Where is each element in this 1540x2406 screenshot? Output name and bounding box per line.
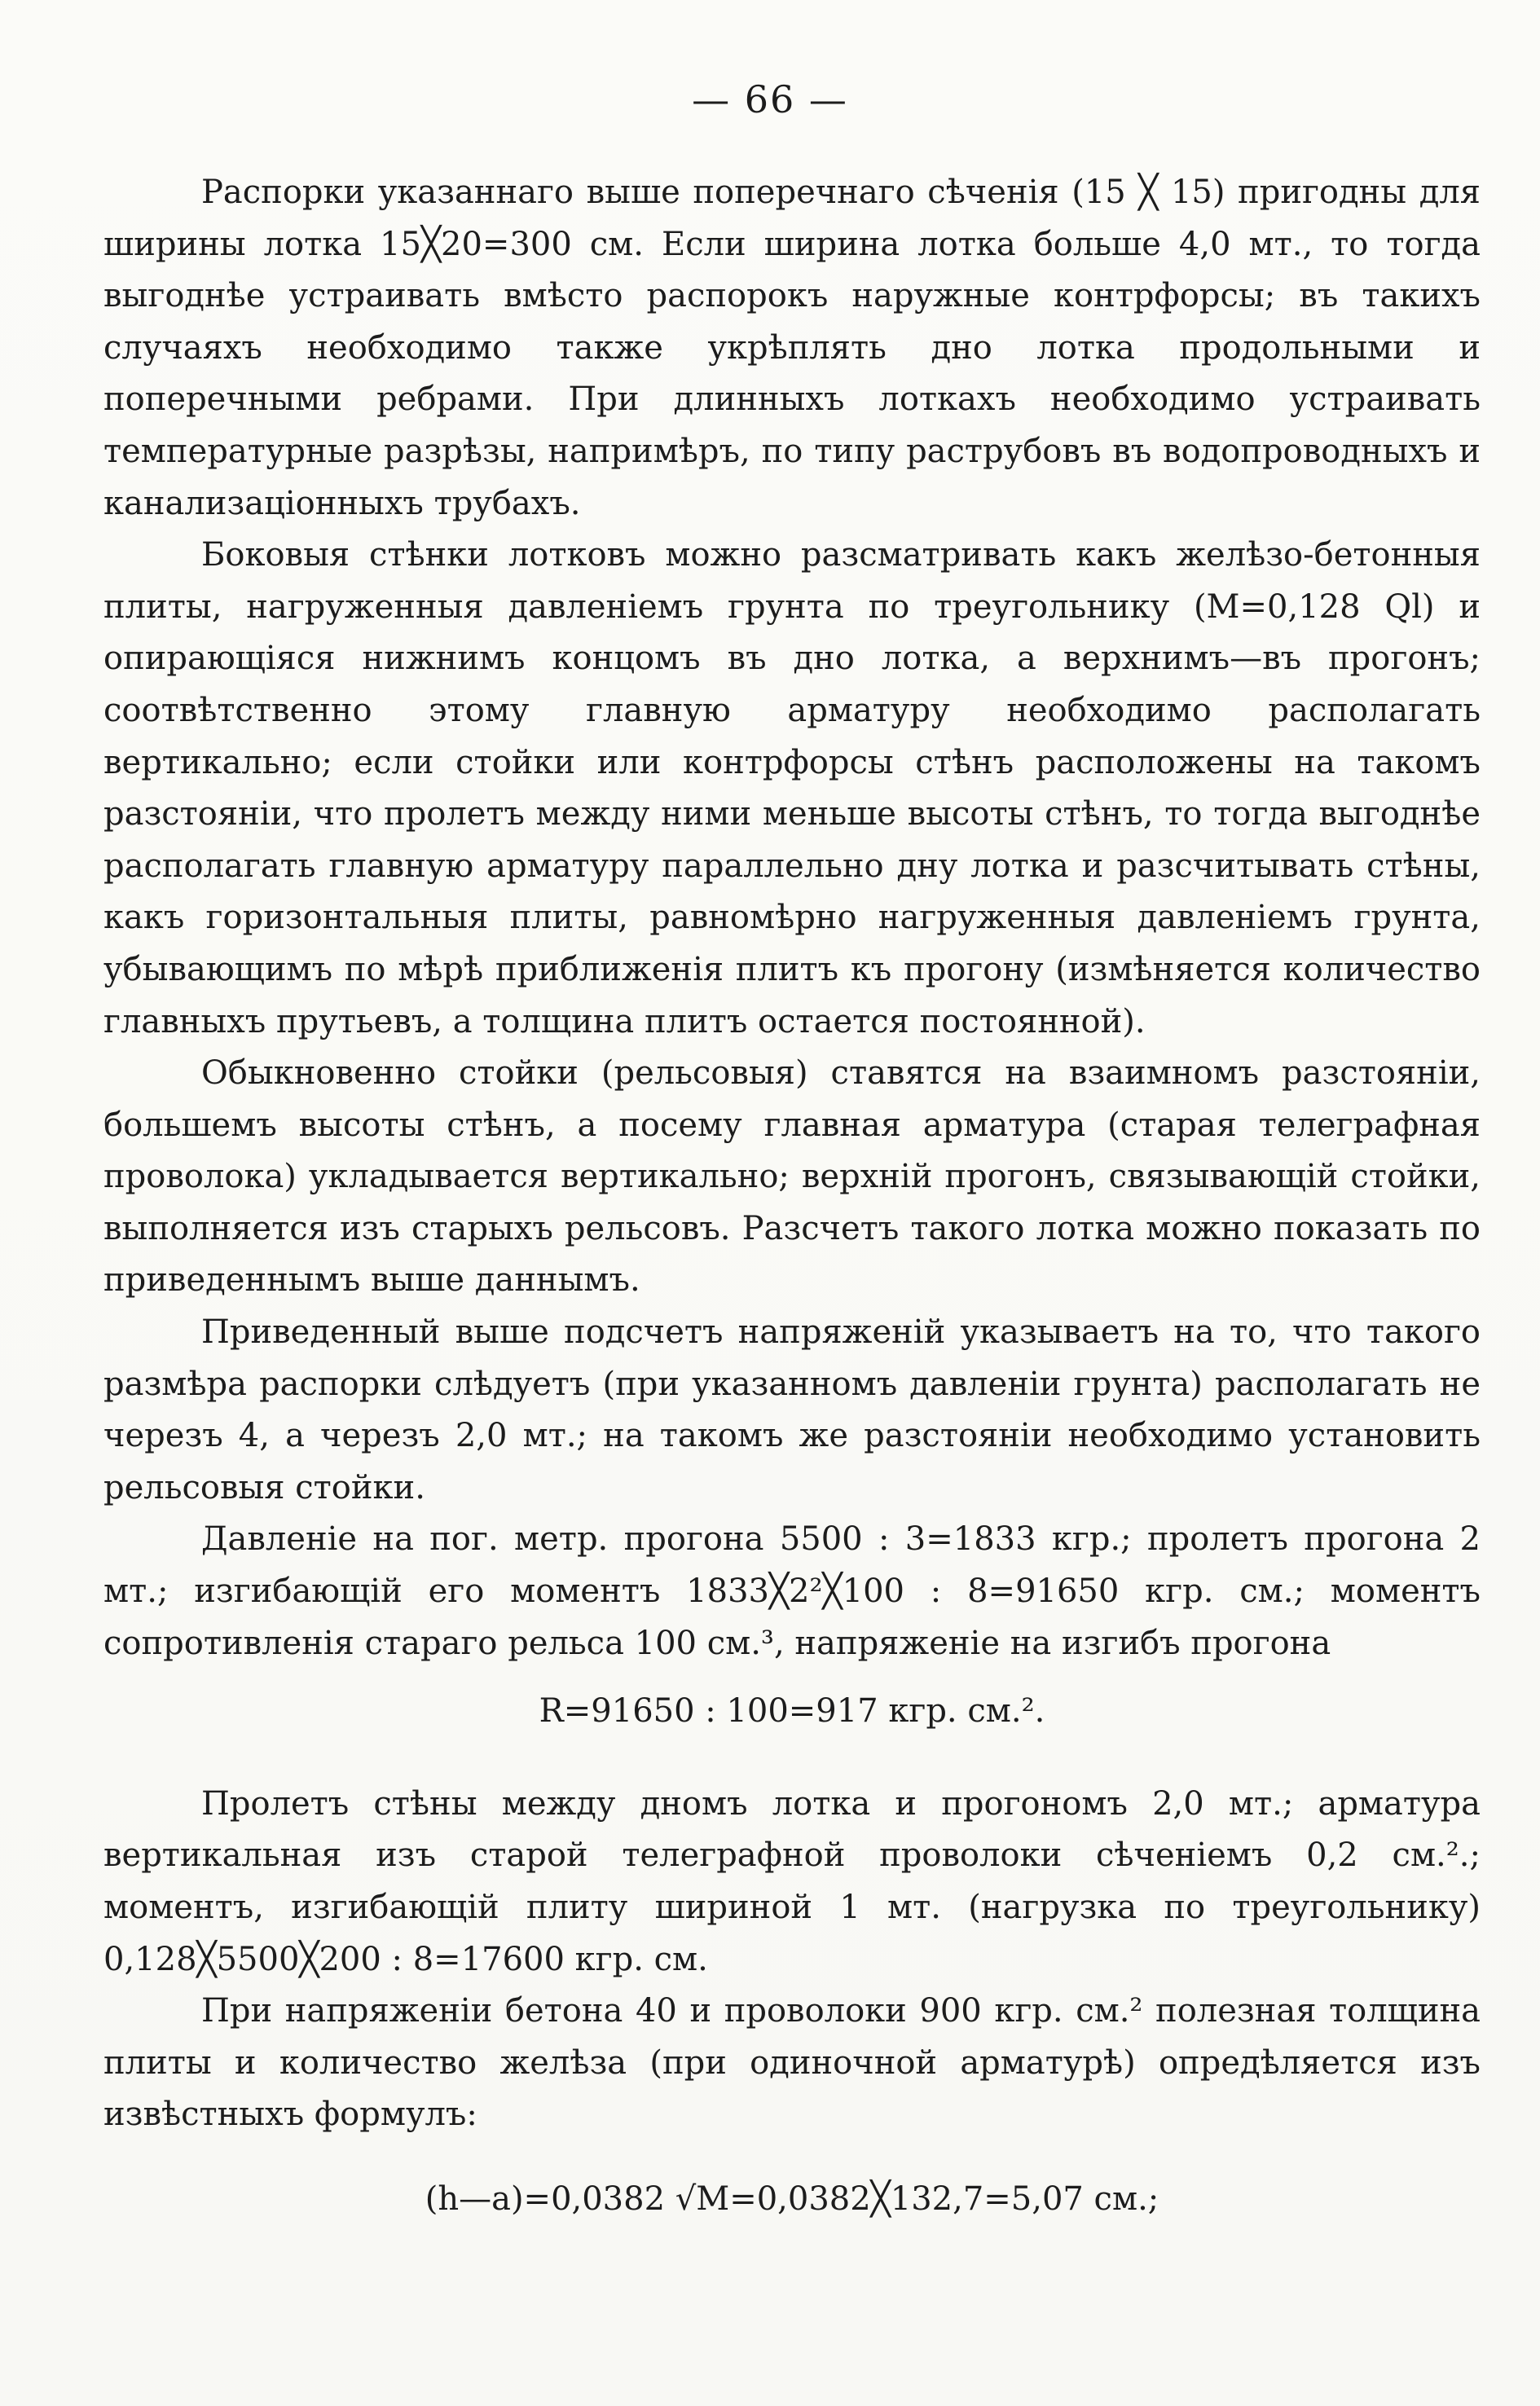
formula-bending-stress: R=91650 : 100=917 кгр. см.². (539, 1692, 1045, 1731)
paragraph-struts: Распорки указаннаго выше поперечнаго сѣченія (15 ╳ 15) пригодны для ширины лотка 15╳20=300 см. Если ширина лотка больше 4,0 мт., то тогда выгоднѣе устраивать вмѣсто распорокъ наружные контрфорсы; въ такихъ случаяхъ необходимо также укрѣплять дно лотка продольными и поперечными ребрами. При длинныхъ лоткахъ необходимо устраивать температурные разрѣзы, напримѣръ, по типу раструбовъ въ водопроводныхъ и канализаціонныхъ трубахъ. (103, 174, 1481, 522)
body-text (103, 167, 1481, 2267)
paragraph-girder-pressure: Давленіе на пог. метр. прогона 5500 : 3=1833 кгр.; пролетъ прогона 2 мт.; изгибающій его моментъ 1833╳2²╳100 : 8=91650 кгр. см.; моментъ сопротивленія стараго рельса 100 см.³, напряженіе на изгибъ прогона (103, 1520, 1481, 1662)
paragraph-rail-posts: Обыкновенно стойки (рельсовыя) ставятся на взаимномъ разстояніи, большемъ высоты стѣнъ, а посему главная арматура (старая телеграфная проволока) укладывается вертикально; верхній прогонъ, связывающій стойки, выполняется изъ старыхъ рельсовъ. Разсчетъ такого лотка можно показать по приведеннымъ выше даннымъ. (103, 1054, 1481, 1300)
paragraph-concrete-stress: При напряженіи бетона 40 и проволоки 900 кгр. см.² полезная толщина плиты и количество желѣза (при одиночной арматурѣ) опредѣляется изъ извѣстныхъ формулъ: (103, 1992, 1481, 2134)
page-number: — 66 — (692, 77, 848, 121)
paragraph-side-walls: Боковыя стѣнки лотковъ можно разсматривать какъ желѣзо-бетонныя плиты, нагруженныя давленіемъ грунта по треугольнику (M=0,128 Ql) и опирающіяся нижнимъ концомъ въ дно лотка, а верхнимъ—въ прогонъ; соотвѣтственно этому главную арматуру необходимо располагать вертикально; если стойки или контрфорсы стѣнъ расположены на такомъ разстояніи, что пролетъ между ними меньше высоты стѣнъ, то тогда выгоднѣе располагать главную арматуру параллельно дну лотка и разсчитывать стѣны, какъ горизонтальныя плиты, равномѣрно нагруженныя давленіемъ грунта, убывающимъ по мѣрѣ приближенія плитъ къ прогону (измѣняется количество главныхъ прутьевъ, а толщина плитъ остается постоянной). (103, 536, 1481, 1040)
formula-slab-thickness: (h—a)=0,0382 √M=0,0382╳132,7=5,07 см.; (425, 2179, 1159, 2218)
paragraph-wall-span: Пролетъ стѣны между дномъ лотка и прогономъ 2,0 мт.; арматура вертикальная изъ старой телеграфной проволоки сѣченіемъ 0,2 см.².; моментъ, изгибающій плиту шириной 1 мт. (нагрузка по треугольнику) 0,128╳5500╳200 : 8=17600 кгр. см. (103, 1784, 1481, 1978)
paragraph-stress-calc: Приведенный выше подсчетъ напряженій указываетъ на то, что такого размѣра распорки слѣдуетъ (при указанномъ давленіи грунта) располагать не черезъ 4, а черезъ 2,0 мт.; на такомъ же разстояніи необходимо установить рельсовыя стойки. (103, 1313, 1481, 1506)
